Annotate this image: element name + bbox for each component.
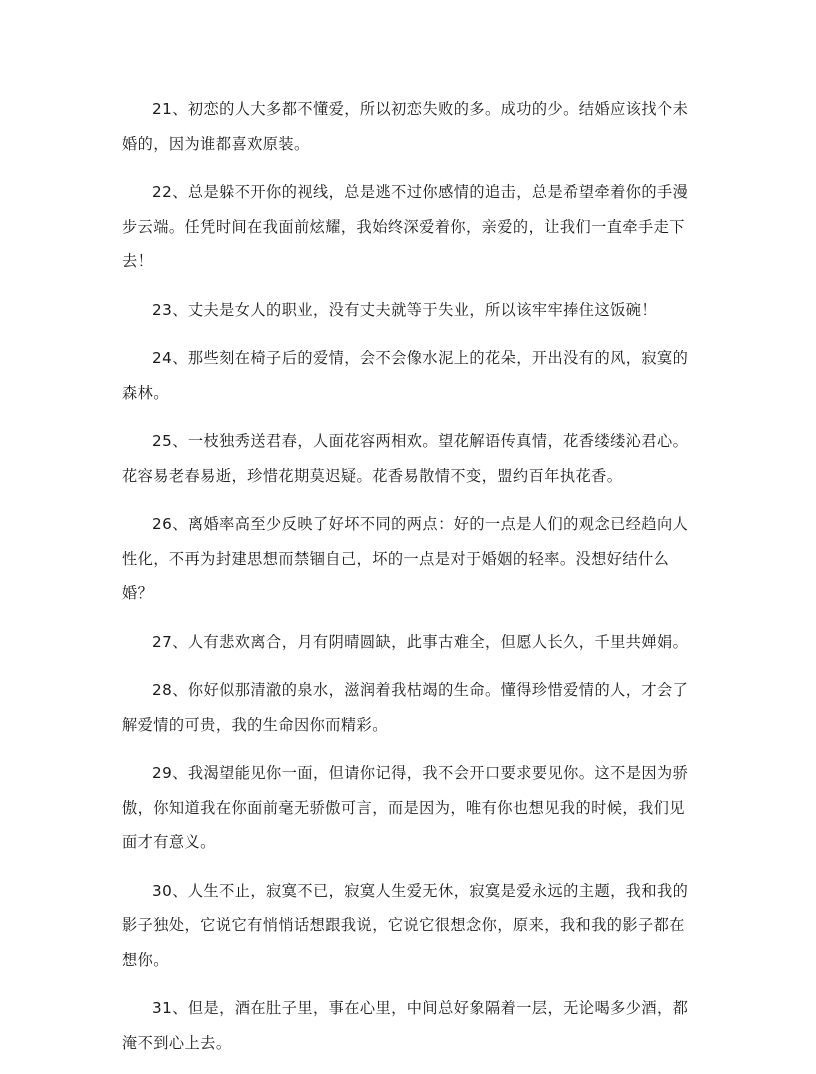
paragraph-22: 22、总是躲不开你的视线，总是逃不过你感情的追击，总是希望牵着你的手漫步云端。任凭时间在我面前炫耀，我始终深爱着你，亲爱的，让我们一直牵手走下去！ (122, 183, 689, 270)
paragraph-26: 26、离婚率高至少反映了好坏不同的两点：好的一点是人们的观念已经趋向人性化，不再为封建思想而禁锢自己，坏的一点是对于婚姻的轻率。没想好结什么婚？ (122, 515, 689, 602)
paragraph-23: 23、丈夫是女人的职业，没有丈夫就等于失业，所以该牢牢捧住这饭碗！ (152, 300, 657, 319)
paragraph-30: 30、人生不止，寂寞不已，寂寞人生爱无休，寂寞是爱永远的主题，我和我的影子独处，它说它有悄悄话想跟我说，它说它很想念你，原来，我和我的影子都在想你。 (122, 881, 689, 969)
document-body (122, 92, 698, 1074)
paragraph-28: 28、你好似那清澈的泉水，滋润着我枯竭的生命。懂得珍惜爱情的人，才会了解爱情的可贵，我的生命因你而精彩。 (122, 681, 689, 734)
paragraph-25: 25、一枝独秀送君春，人面花容两相欢。望花解语传真情，花香缕缕沁君心。花容易老春易逝，珍惜花期莫迟疑。花香易散情不变，盟约百年执花香。 (122, 432, 689, 485)
paragraph-29: 29、我渴望能见你一面，但请你记得，我不会开口要求要见你。这不是因为骄傲，你知道我在你面前毫无骄傲可言，而是因为，唯有你也想见我的时候，我们见面才有意义。 (122, 764, 689, 851)
paragraph-21: 21、初恋的人大多都不懂爱，所以初恋失败的多。成功的少。结婚应该找个未婚的，因为谁都喜欢原装。 (122, 100, 689, 153)
paragraph-27: 27、人有悲欢离合，月有阴晴圆缺，此事古难全，但愿人长久，千里共婵娟。 (152, 632, 689, 651)
paragraph-24: 24、那些刻在椅子后的爱情，会不会像水泥上的花朵，开出没有的风，寂寞的森林。 (122, 349, 689, 402)
paragraph-31: 31、但是，酒在肚子里，事在心里，中间总好象隔着一层，无论喝多少酒，都淹不到心上去。 (122, 999, 689, 1052)
